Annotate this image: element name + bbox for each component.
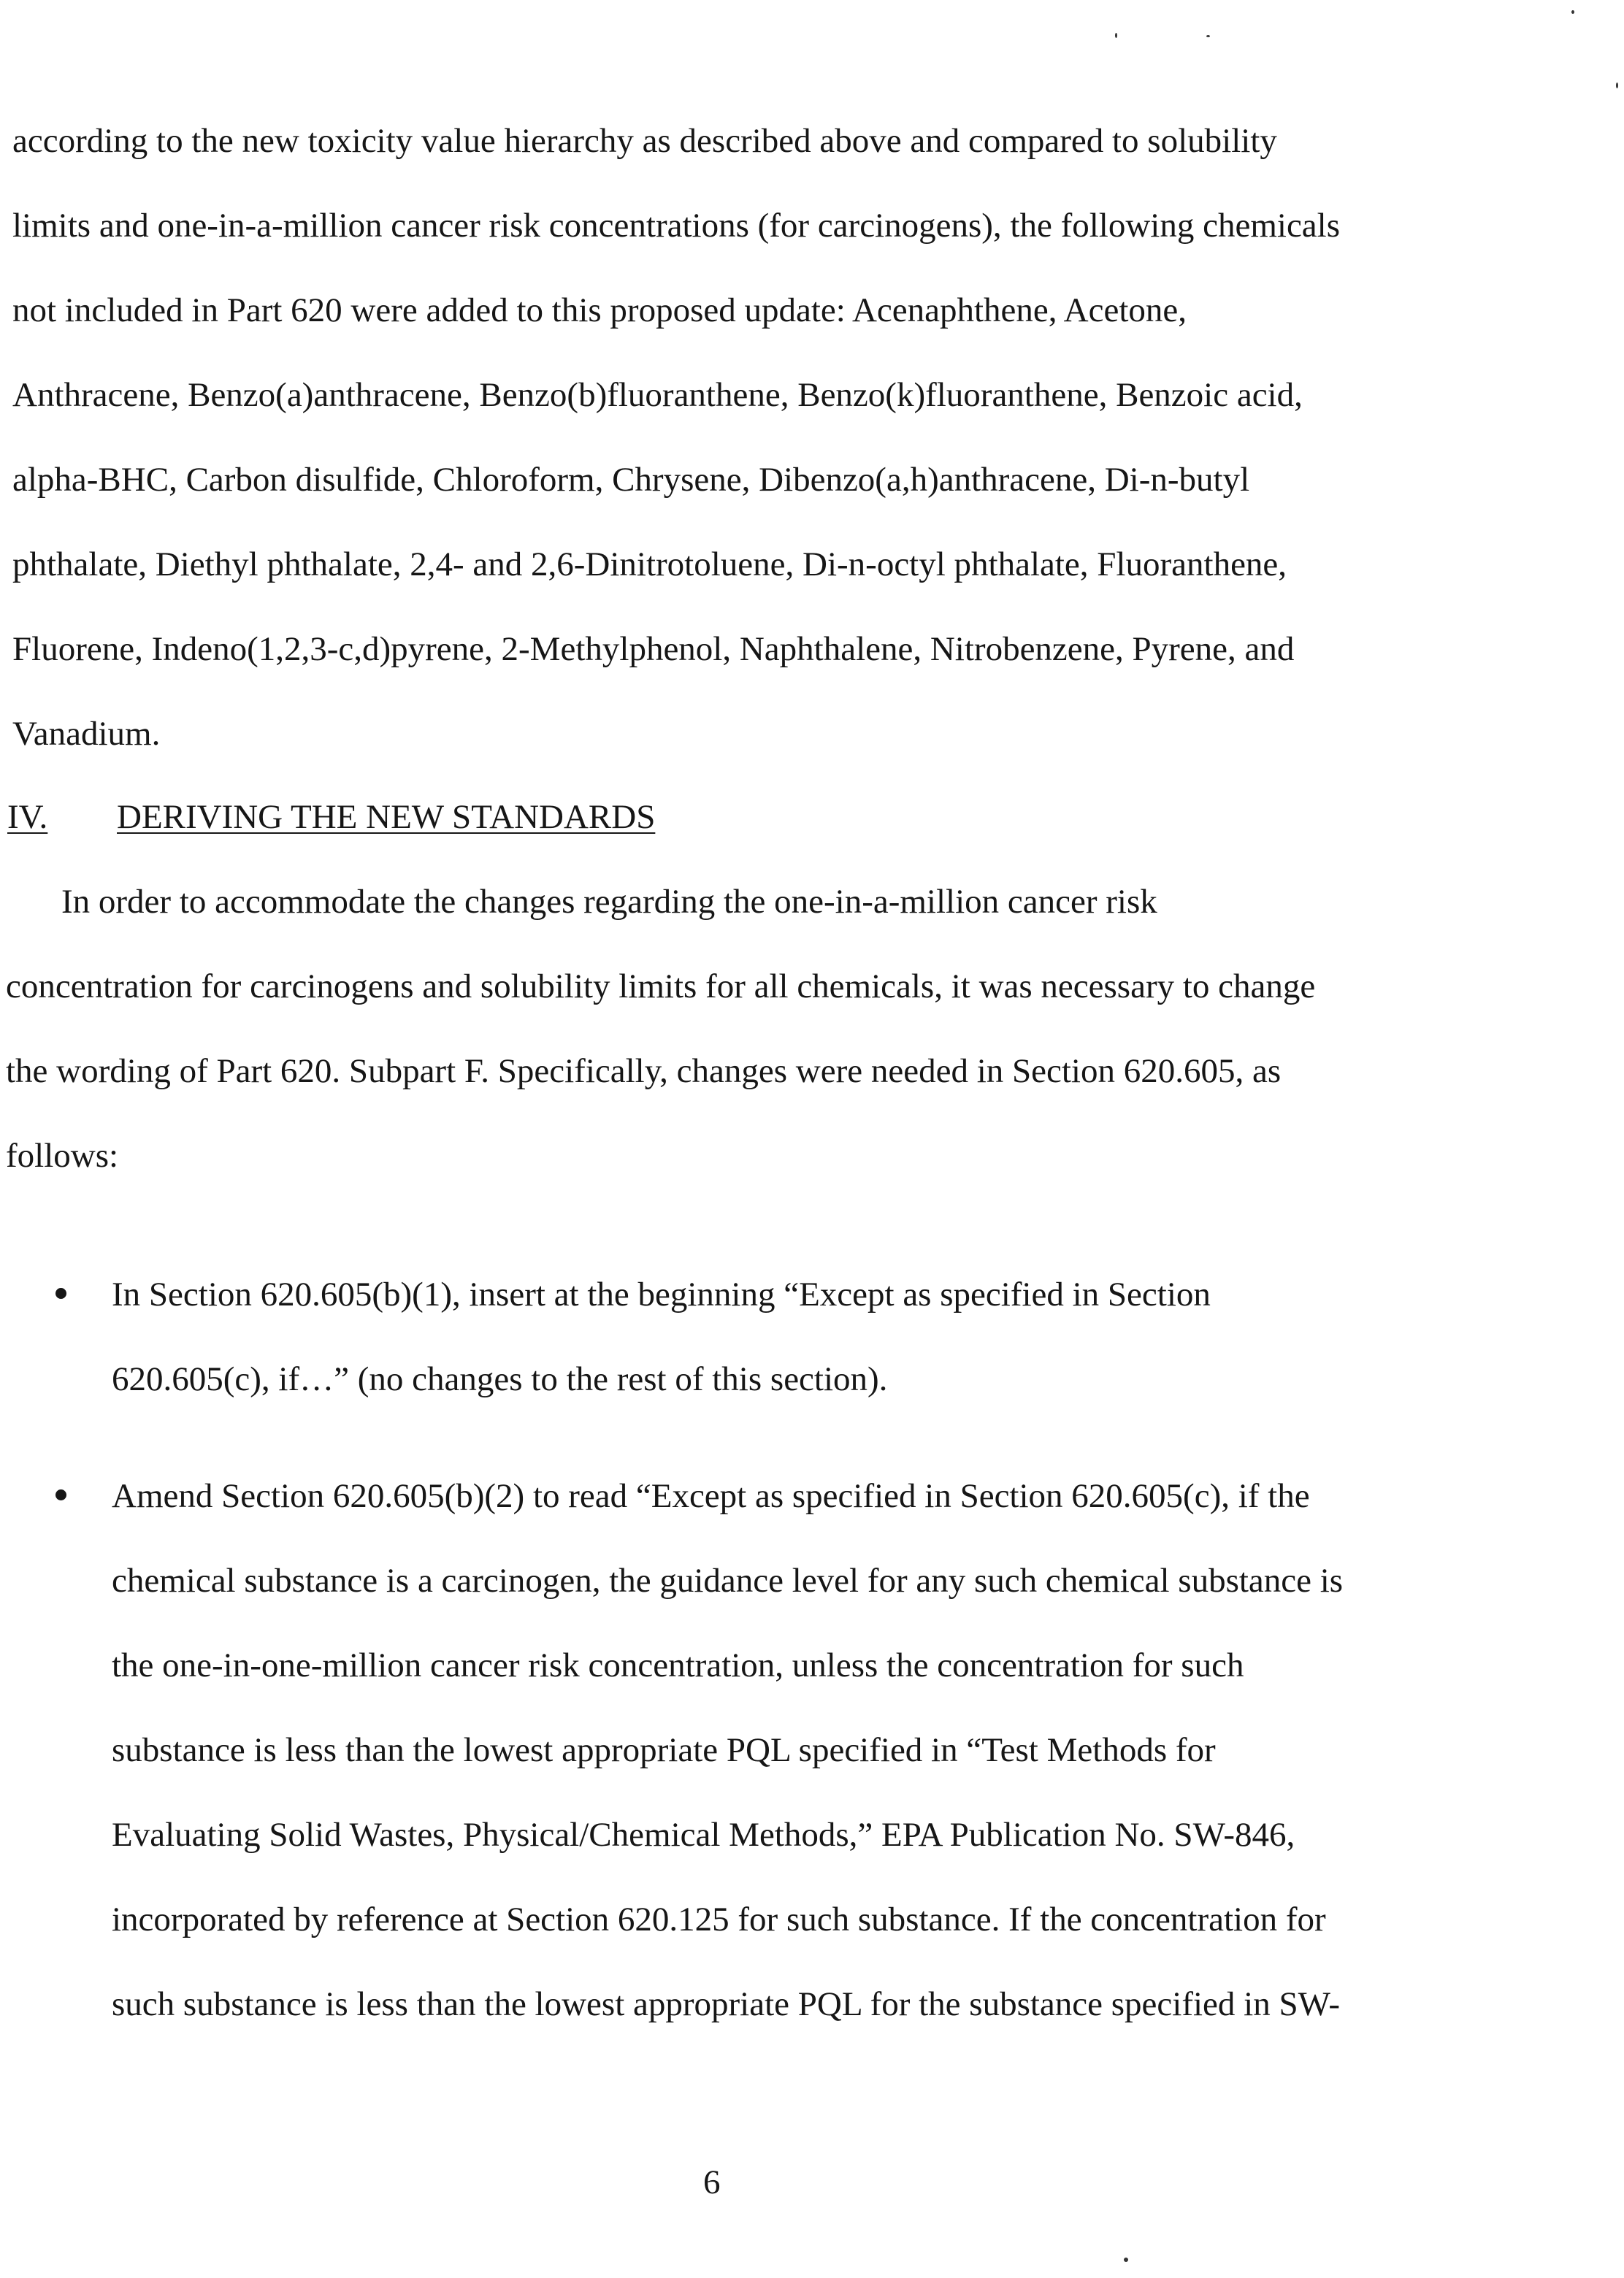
- bullet-1-line-1: In Section 620.605(b)(1), insert at the beginning “Except as specified in Section: [112, 1276, 1211, 1314]
- bullet-marker: [55, 1288, 66, 1299]
- scan-speck: [1616, 83, 1618, 88]
- section-para-line-4: follows:: [6, 1137, 119, 1175]
- scan-speck: [1124, 2258, 1128, 2262]
- bullet-2-line-4: substance is less than the lowest appropriate PQL specified in “Test Methods for: [112, 1731, 1216, 1769]
- intro-line-2: limits and one-in-a-million cancer risk concentrations (for carcinogens), the following chemicals: [12, 207, 1341, 245]
- intro-line-7: Fluorene, Indeno(1,2,3-c,d)pyrene, 2-Methylphenol, Naphthalene, Nitrobenzene, Pyrene, and: [12, 630, 1295, 668]
- bullet-2-line-5: Evaluating Solid Wastes, Physical/Chemical Methods,” EPA Publication No. SW-846,: [112, 1816, 1295, 1854]
- intro-line-5: alpha-BHC, Carbon disulfide, Chloroform, Chrysene, Dibenzo(a,h)anthracene, Di-n-butyl: [12, 461, 1250, 499]
- bullet-2-line-6: incorporated by reference at Section 620.125 for such substance. If the concentration for: [112, 1901, 1326, 1938]
- scan-speck: [1571, 10, 1574, 14]
- intro-line-6: phthalate, Diethyl phthalate, 2,4- and 2,6-Dinitrotoluene, Di-n-octyl phthalate, Fluoranthene,: [12, 545, 1287, 583]
- bullet-1-line-2: 620.605(c), if…” (no changes to the rest of this section).: [112, 1360, 888, 1398]
- section-para-line-3: the wording of Part 620. Subpart F. Specifically, changes were needed in Section 620.605, as: [6, 1052, 1282, 1090]
- scan-speck: [1206, 35, 1210, 37]
- bullet-2-line-3: the one-in-one-million cancer risk concentration, unless the concentration for such: [112, 1646, 1244, 1684]
- bullet-2-line-2: chemical substance is a carcinogen, the guidance level for any such chemical substance is: [112, 1562, 1344, 1600]
- section-title: DERIVING THE NEW STANDARDS: [117, 798, 656, 836]
- section-para-line-2: concentration for carcinogens and solubility limits for all chemicals, it was necessary to change: [6, 967, 1316, 1005]
- intro-line-3: not included in Part 620 were added to this proposed update: Acenaphthene, Acetone,: [12, 291, 1187, 329]
- bullet-2-line-1: Amend Section 620.605(b)(2) to read “Except as specified in Section 620.605(c), if the: [112, 1477, 1310, 1515]
- bullet-marker: [55, 1489, 66, 1500]
- scan-speck: [1115, 33, 1117, 38]
- section-para-line-1: In order to accommodate the changes regarding the one-in-a-million cancer risk: [61, 883, 1157, 921]
- intro-line-4: Anthracene, Benzo(a)anthracene, Benzo(b)fluoranthene, Benzo(k)fluoranthene, Benzoic acid,: [12, 376, 1303, 414]
- intro-line-1: according to the new toxicity value hierarchy as described above and compared to solubility: [12, 122, 1277, 160]
- page-number: 6: [703, 2163, 721, 2201]
- section-number: IV.: [7, 798, 48, 836]
- intro-line-8: Vanadium.: [12, 715, 161, 753]
- bullet-2-line-7: such substance is less than the lowest appropriate PQL for the substance specified in SW-: [112, 1985, 1341, 2023]
